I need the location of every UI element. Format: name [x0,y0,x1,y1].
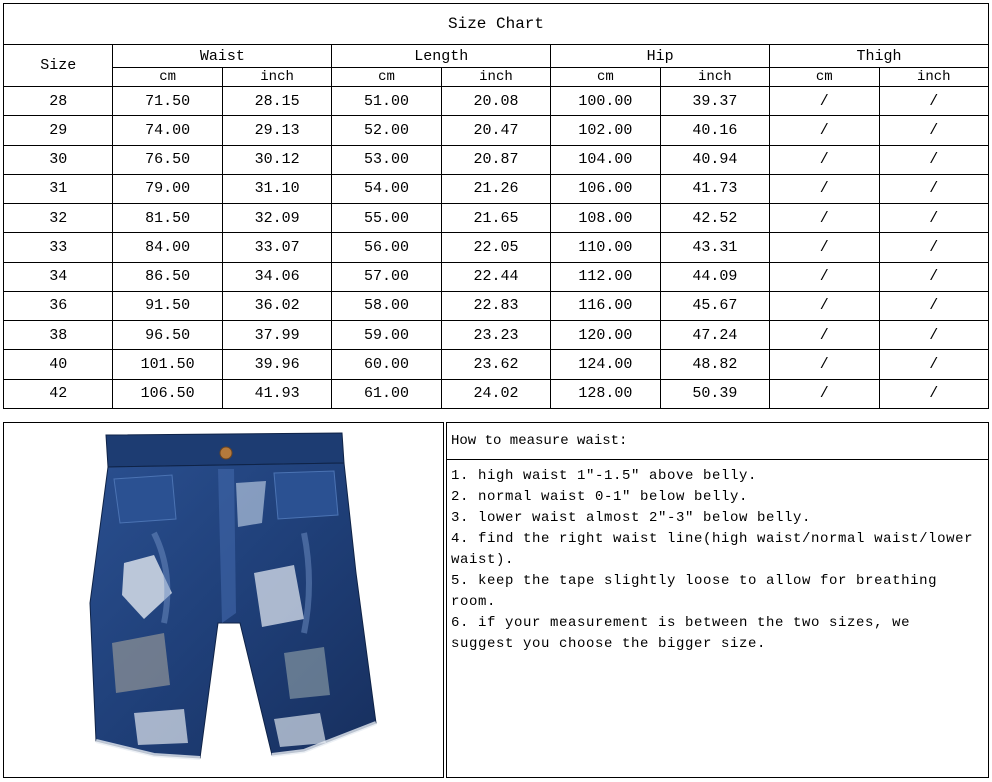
measurement-cell: 55.00 [332,204,441,233]
hip-header: Hip [551,45,770,68]
thigh-header: Thigh [770,45,989,68]
measurement-cell: 54.00 [332,174,441,203]
measurement-cell: / [879,291,989,320]
measurement-cell: 58.00 [332,291,441,320]
size-cell: 36 [4,291,113,320]
size-row [4,321,989,350]
unit-header: inch [879,68,989,87]
size-cell: 42 [4,379,113,408]
measurement-cell: / [879,204,989,233]
measurement-cell: 52.00 [332,116,441,145]
measurement-cell: / [770,379,879,408]
size-cell: 28 [4,87,113,116]
measurement-cell: 34.06 [222,262,331,291]
measurement-cell: 100.00 [551,87,660,116]
measurement-cell: / [879,174,989,203]
measurement-cell: 37.99 [222,321,331,350]
size-cell: 30 [4,145,113,174]
measurement-cell: 31.10 [222,174,331,203]
measurement-cell: / [770,87,879,116]
measurement-cell: 39.96 [222,350,331,379]
measurement-cell: 45.67 [660,291,769,320]
measurement-cell: / [879,233,989,262]
measurement-cell: / [770,233,879,262]
measurement-cell: 76.50 [113,145,222,174]
measurement-cell: 40.16 [660,116,769,145]
size-chart-title: Size Chart [4,4,989,45]
size-row [4,233,989,262]
measurement-cell: 74.00 [113,116,222,145]
measurement-cell: 71.50 [113,87,222,116]
measurement-cell: 96.50 [113,321,222,350]
measurement-cell: 91.50 [113,291,222,320]
measurement-cell: 86.50 [113,262,222,291]
measure-guide-item: 2. normal waist 0-1" below belly. [451,489,749,505]
measurement-cell: 20.87 [441,145,550,174]
unit-header: cm [332,68,441,87]
measurement-cell: 24.02 [441,379,550,408]
length-header: Length [332,45,551,68]
measurement-cell: 40.94 [660,145,769,174]
measurement-cell: 53.00 [332,145,441,174]
measurement-cell: / [879,262,989,291]
size-rows [4,87,989,409]
measurement-cell: 110.00 [551,233,660,262]
measurement-cell: / [770,350,879,379]
size-row [4,145,989,174]
measurement-cell: / [770,321,879,350]
waist-header: Waist [113,45,332,68]
measurement-cell: 33.07 [222,233,331,262]
size-row [4,291,989,320]
measurement-cell: 22.83 [441,291,550,320]
measurement-cell: / [879,145,989,174]
measurement-cell: / [879,116,989,145]
measurement-cell: 21.65 [441,204,550,233]
measurement-cell: 48.82 [660,350,769,379]
measurement-cell: / [879,350,989,379]
measurement-cell: 22.05 [441,233,550,262]
measurement-cell: 41.73 [660,174,769,203]
measure-guide-item: 5. keep the tape slightly loose to allow for breathing room. [451,573,938,610]
measurement-cell: / [879,379,989,408]
measurement-cell: / [770,262,879,291]
measurement-cell: 108.00 [551,204,660,233]
measurement-cell: 124.00 [551,350,660,379]
measurement-cell: 28.15 [222,87,331,116]
size-cell: 34 [4,262,113,291]
measurement-cell: 41.93 [222,379,331,408]
unit-header: inch [660,68,769,87]
measure-guide-list [447,460,988,655]
measurement-cell: 47.24 [660,321,769,350]
measurement-cell: 120.00 [551,321,660,350]
size-cell: 29 [4,116,113,145]
measurement-cell: 81.50 [113,204,222,233]
unit-header: cm [113,68,222,87]
measurement-cell: 106.00 [551,174,660,203]
measurement-cell: / [770,174,879,203]
size-column-header: Size [4,45,113,87]
measurement-cell: 59.00 [332,321,441,350]
size-chart-table [3,3,989,409]
measurement-cell: 36.02 [222,291,331,320]
measurement-cell: 50.39 [660,379,769,408]
measurement-cell: 106.50 [113,379,222,408]
measure-guide-item: 3. lower waist almost 2"-3" below belly. [451,510,812,526]
measurement-cell: / [770,145,879,174]
measure-guide-header: How to measure waist: [447,423,988,460]
measurement-cell: 112.00 [551,262,660,291]
measurement-cell: 21.26 [441,174,550,203]
measurement-cell: 29.13 [222,116,331,145]
size-cell: 33 [4,233,113,262]
unit-header: inch [222,68,331,87]
measurement-cell: / [879,321,989,350]
measurement-cell: / [770,204,879,233]
measurement-cell: / [879,87,989,116]
measurement-cell: 30.12 [222,145,331,174]
unit-header: cm [770,68,879,87]
measurement-cell: 43.31 [660,233,769,262]
measurement-cell: 61.00 [332,379,441,408]
measurement-cell: 104.00 [551,145,660,174]
size-row [4,87,989,116]
size-row [4,174,989,203]
measurement-cell: 60.00 [332,350,441,379]
measurement-cell: 56.00 [332,233,441,262]
size-row [4,262,989,291]
measurement-cell: 84.00 [113,233,222,262]
measure-guide-panel [446,422,989,778]
measurement-cell: 39.37 [660,87,769,116]
size-row [4,116,989,145]
size-row [4,350,989,379]
size-cell: 32 [4,204,113,233]
measure-guide-item: 4. find the right waist line(high waist/normal waist/lower waist). [451,531,974,568]
size-cell: 40 [4,350,113,379]
measurement-cell: 51.00 [332,87,441,116]
measurement-cell: 22.44 [441,262,550,291]
size-cell: 38 [4,321,113,350]
measurement-cell: 32.09 [222,204,331,233]
measurement-cell: 20.47 [441,116,550,145]
measurement-cell: 23.23 [441,321,550,350]
measurement-cell: 128.00 [551,379,660,408]
measure-guide-item: 1. high waist 1"-1.5" above belly. [451,468,758,484]
measurement-cell: 23.62 [441,350,550,379]
unit-header: inch [441,68,550,87]
size-cell: 31 [4,174,113,203]
size-row [4,379,989,408]
measurement-cell: 42.52 [660,204,769,233]
measurement-cell: 57.00 [332,262,441,291]
measurement-cell: 79.00 [113,174,222,203]
size-row [4,204,989,233]
measurement-cell: / [770,291,879,320]
measurement-cell: 116.00 [551,291,660,320]
product-photo-panel [3,422,444,778]
measurement-cell: 20.08 [441,87,550,116]
unit-header: cm [551,68,660,87]
measure-guide-item: 6. if your measurement is between the two sizes, we suggest you choose the bigger size. [451,615,911,652]
denim-shorts-icon [4,423,444,778]
measurement-cell: 101.50 [113,350,222,379]
measurement-cell: / [770,116,879,145]
measurement-cell: 44.09 [660,262,769,291]
measurement-cell: 102.00 [551,116,660,145]
